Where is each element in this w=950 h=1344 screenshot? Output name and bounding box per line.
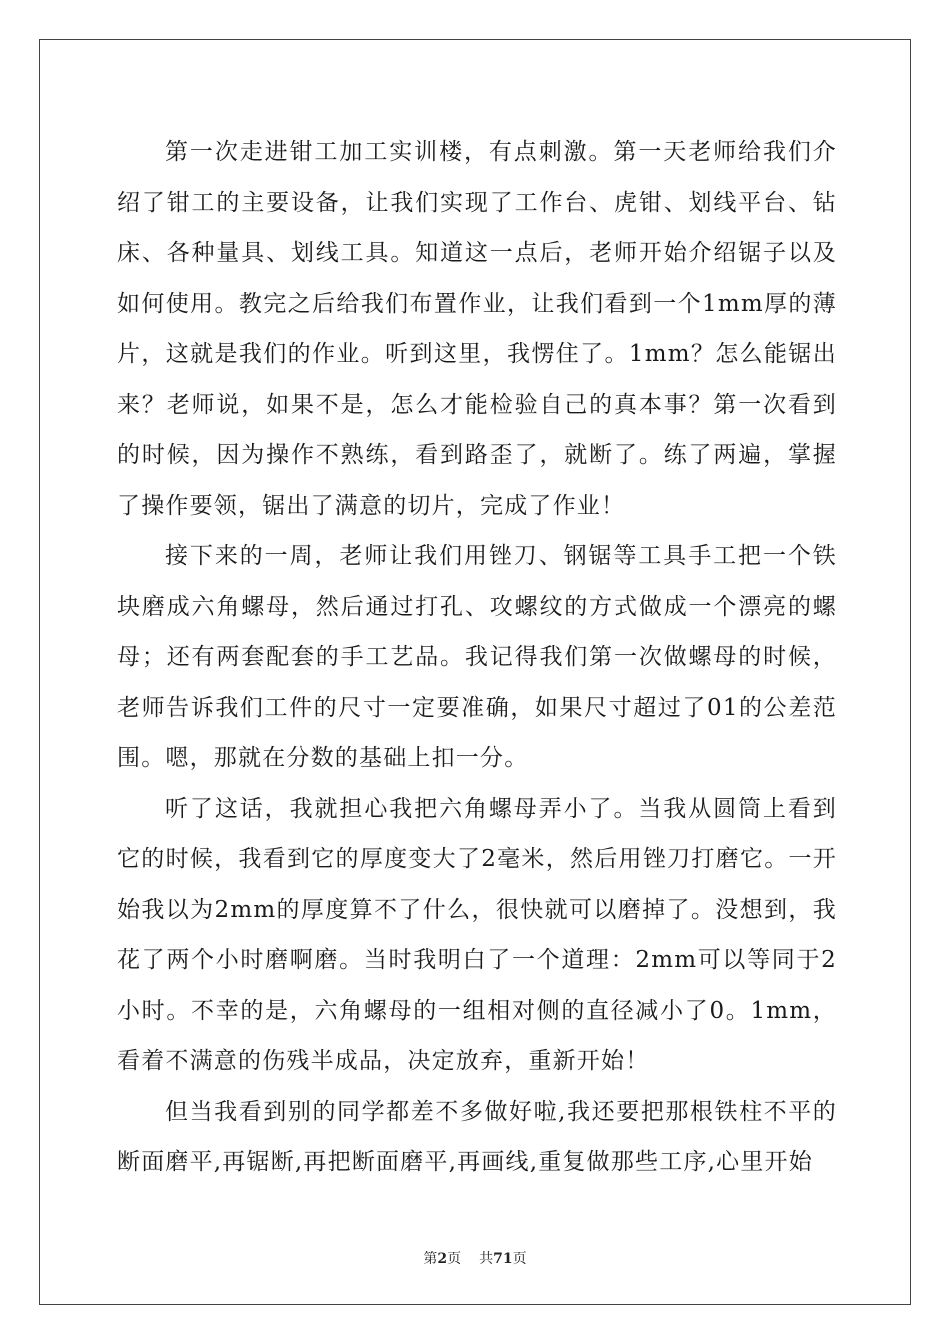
page-prefix: 第: [423, 1251, 438, 1267]
paragraph-1: 第一次走进钳工加工实训楼，有点刺激。第一天老师给我们介绍了钳工的主要设备，让我们实现了工作台、虎钳、划线平台、钻床、各种量具、划线工具。知道这一点后，老师开始介绍锯子以及如何使用。教完之后给我们布置作业，让我们看到一个1mm厚的薄片，这就是我们的作业。听到这里，我愣住了。1mm？怎么能锯出来？老师说，如果不是，怎么才能检验自己的真本事？第一次看到的时候，因为操作不熟练，看到路歪了，就断了。练了两遍，掌握了操作要领，锯出了满意的切片，完成了作业！: [117, 139, 837, 519]
paragraph-2: 接下来的一周，老师让我们用锉刀、钢锯等工具手工把一个铁块磨成六角螺母，然后通过打孔、攻螺纹的方式做成一个漂亮的螺母；还有两套配套的手工艺品。我记得我们第一次做螺母的时候，老师告诉我们工件的尺寸一定要准确，如果尺寸超过了01的公差范围。嗯，那就在分数的基础上扣一分。: [117, 543, 837, 771]
page-number: 2: [437, 1251, 448, 1267]
page-suffix: 页: [447, 1251, 462, 1267]
total-prefix: 共: [479, 1251, 494, 1267]
page-footer: [0, 1248, 950, 1268]
paragraph-4: 但当我看到别的同学都差不多做好啦,我还要把那根铁柱不平的断面磨平,再锯断,再把断面磨平,再画线,重复做那些工序,心里开始: [117, 1098, 837, 1175]
total-pages: 71: [493, 1251, 513, 1267]
document-body: [117, 127, 837, 1188]
paragraph-3: 听了这话，我就担心我把六角螺母弄小了。当我从圆筒上看到它的时候，我看到它的厚度变大了2毫米，然后用锉刀打磨它。一开始我以为2mm的厚度算不了什么，很快就可以磨掉了。没想到，我花了两个小时磨啊磨。当时我明白了一个道理：2mm可以等同于2小时。不幸的是，六角螺母的一组相对侧的直径减小了0。1mm，看着不满意的伤残半成品，决定放弃，重新开始！: [117, 795, 837, 1074]
total-suffix: 页: [512, 1251, 527, 1267]
